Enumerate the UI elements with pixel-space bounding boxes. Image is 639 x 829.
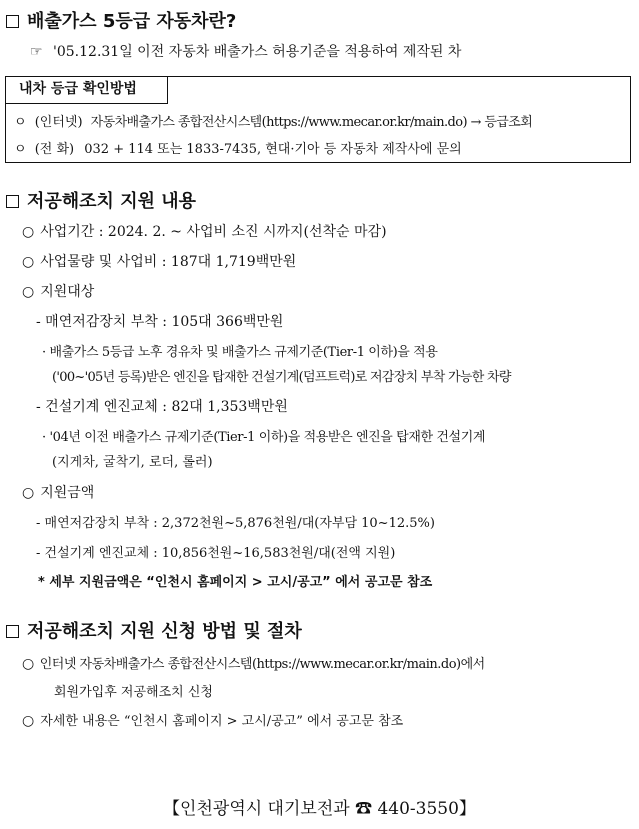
target-engine: - 건설기계 엔진교체 : 82대 1,353백만원 (36, 399, 288, 415)
square-bullet-icon (6, 15, 19, 28)
grade5-note-text: '05.12.31일 이전 자동차 배출가스 허용기준을 적용하여 제작된 차 (53, 44, 462, 60)
amount-engine: - 건설기계 엔진교체 : 10,856천원~16,583천원/대(전액 지원) (36, 546, 396, 561)
support-target (22, 281, 94, 301)
circle-bullet: ○ (22, 713, 35, 729)
circle-bullet: ○ (22, 656, 34, 672)
target-dpf: - 매연저감장치 부착 : 105대 366백만원 (36, 314, 284, 330)
target-dpf-detail2: ('00~'05년 등록)받은 엔진을 탑재한 건설기계(덤프트럭)로 저감장치 부착 가능한 차량 (52, 370, 511, 385)
support-budget-text: 사업물량 및 사업비 : 187대 1,719백만원 (40, 254, 297, 270)
support-target-label: 지원대상 (40, 284, 95, 300)
support-period-text: 사업기간 : 2024. 2. ~ 사업비 소진 시까지(선착순 마감) (40, 224, 387, 240)
check-bullet: ㅇ (14, 142, 27, 157)
check-line2-label: (전 화) (34, 142, 75, 157)
check-bullet: ㅇ (14, 115, 27, 130)
section-title-support (6, 187, 196, 213)
section-title-text: 저공해조치 지원 내용 (27, 191, 197, 212)
square-bullet-icon (6, 625, 19, 638)
apply-internet (22, 653, 485, 672)
target-engine-detail2: (지게차, 굴착기, 로더, 롤러) (52, 455, 213, 470)
target-dpf-detail1: · 배출가스 5등급 노후 경유차 및 배출가스 규제기준(Tier-1 이하)을 적용 (42, 345, 438, 360)
amount-dpf: - 매연저감장치 부착 : 2,372천원~5,876천원/대(자부담 10~12.5%) (36, 516, 435, 531)
circle-bullet: ○ (22, 284, 35, 300)
support-period (22, 221, 387, 241)
support-amount-label: 지원금액 (40, 485, 95, 501)
apply-internet-text: 인터넷 자동차배출가스 종합전산시스템(https://www.mecar.or.kr/main.do)에서 (39, 657, 485, 672)
apply-details (22, 710, 403, 729)
check-method-title: 내차 등급 확인방법 (5, 76, 168, 104)
check-line1-label: (인터넷) (34, 115, 83, 130)
support-amount (22, 482, 94, 502)
target-engine-detail1: · '04년 이전 배출가스 규제기준(Tier-1 이하)을 적용받은 엔진을 탑재한 건설기계 (42, 430, 486, 445)
section-title-apply (6, 617, 302, 643)
support-budget (22, 251, 296, 271)
section-title-text: 배출가스 5등급 자동차란? (27, 11, 237, 32)
check-line2-text: 032 + 114 또는 1833-7435, 현대·기아 등 자동차 제작사에 문의 (84, 142, 462, 157)
check-line-internet (14, 111, 532, 130)
section-title-grade5 (6, 7, 236, 33)
apply-details-text: 자세한 내용은 “인천시 홈페이지 > 고시/공고” 에서 공고문 참조 (40, 714, 404, 729)
circle-bullet: ○ (22, 224, 35, 240)
pointing-hand-icon: ☞ (30, 44, 43, 60)
grade5-note (30, 41, 461, 61)
footer-contact: 【인천광역시 대기보전과 ☎ 440-3550】 (163, 799, 476, 819)
section-title-text: 저공해조치 지원 신청 방법 및 절차 (27, 621, 302, 642)
circle-bullet: ○ (22, 254, 35, 270)
amount-note: * 세부 지원금액은 “인천시 홈페이지 > 고시/공고” 에서 공고문 참조 (38, 575, 433, 590)
circle-bullet: ○ (22, 485, 35, 501)
check-line-phone (14, 138, 462, 157)
check-line1-text: 자동차배출가스 종합전산시스템(https://www.mecar.or.kr/main.do) → 등급조회 (90, 115, 533, 130)
apply-internet-cont: 회원가입후 저공해조치 신청 (54, 685, 213, 700)
square-bullet-icon (6, 195, 19, 208)
